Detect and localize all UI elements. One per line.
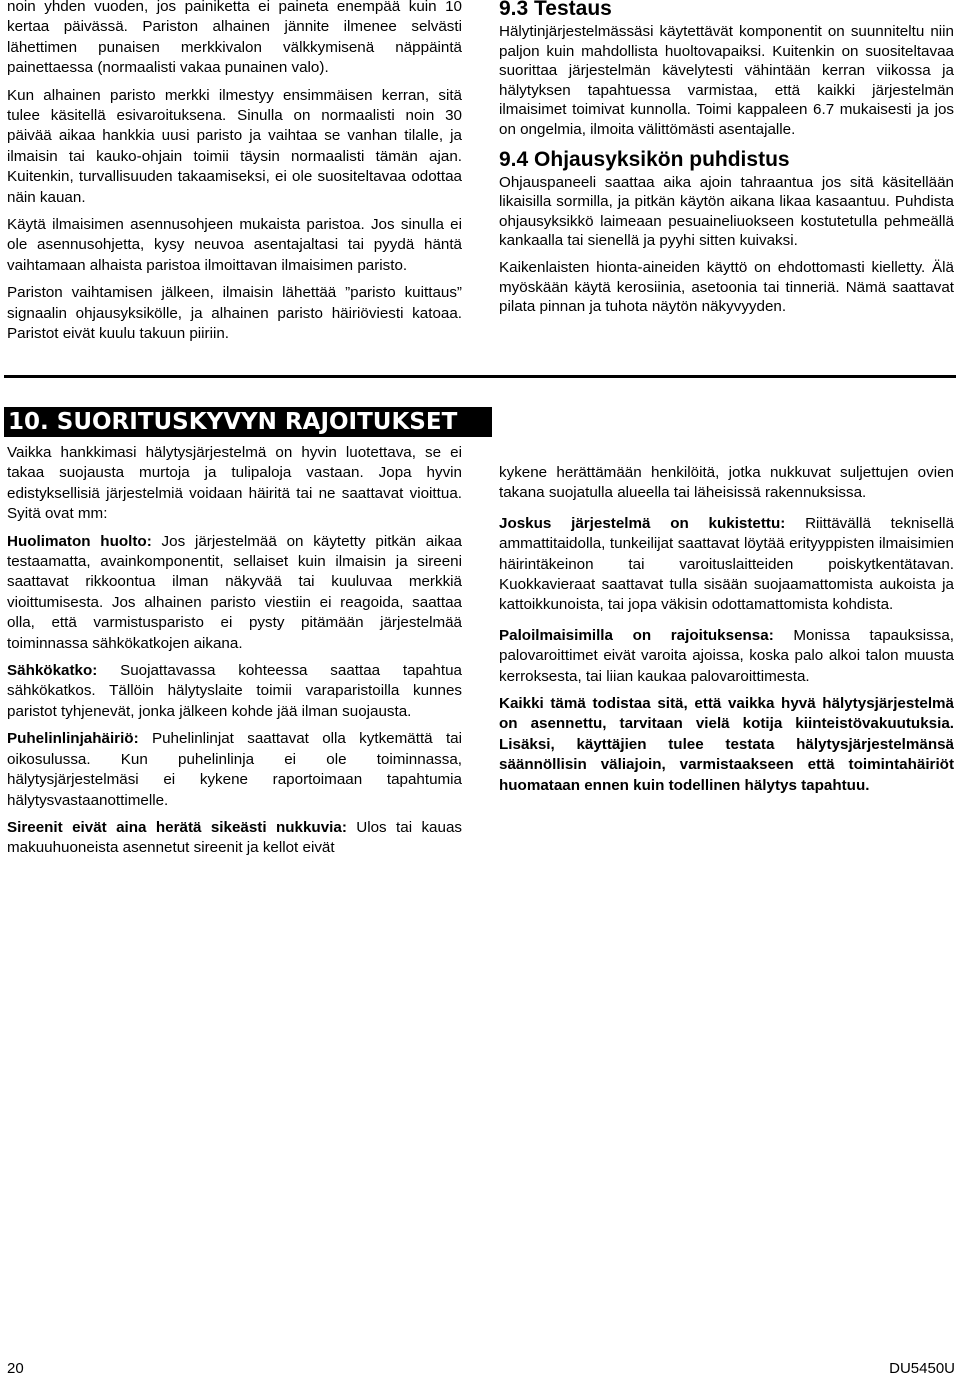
- battery-ack-paragraph: Pariston vaihtamisen jälkeen, ilmaisin lähettää ”paristo kuittaus” signaalin ohjausyksikölle, ja alhainen paristo häiriöviesti katoaa. Paristot eivät kuulu takuun piiriin.: [7, 284, 462, 343]
- battery-type-paragraph: Käytä ilmaisimen asennusohjeen mukaista paristoa. Jos sinulla ei ole asennusohjetta, kysy neuvoa asentajaltasi tai pyydä häntä vaihtamaan alhaista paristoa ilmoittavan ilmaisimen paristo.: [7, 216, 462, 274]
- bottom-left-column: [7, 443, 462, 866]
- low-battery-warning-paragraph: Kun alhainen paristo merkki ilmestyy ensimmäisen kerran, sitä tulee käsitellä esivaroituksena. Sinulla on normaalisti noin 30 päivää aikaa hankkia uusi paristo ja vaihtaa se vanhan tilalle, ja ilmaisin tai kauko-ohjain toimii täysin normaalisti tämän ajan. Kuitenkin, turvallisuuden takaamiseksi, ei ole suositeltavaa odottaa näin kauan.: [7, 86, 462, 206]
- fire-detectors-label: Paloilmaisimilla on rajoituksensa:: [499, 626, 774, 644]
- power-failure-text: Suojattavassa kohteessa saattaa tapahtua sähkökatkos. Tällöin hälytyslaite toimii varaparistoilla kunnes paristot tyhjenevät, jonka jälkeen kohde jää ilman suojausta.: [7, 662, 462, 720]
- section-9-3-heading: 9.3 Testaus: [499, 0, 612, 20]
- page-number: 20: [7, 1360, 24, 1377]
- sirens-label: Sireenit eivät aina herätä sikeästi nukkuvia:: [7, 818, 347, 836]
- bottom-right-column: [499, 463, 954, 803]
- power-failure-item: [7, 661, 462, 722]
- phone-line-text: Puhelinlinjat saattavat olla kytkemättä tai oikosulussa. Kun puhelinlinja ei ole toiminnassa, hälytysjärjestelmäsi ei kykene raportoimaan tapahtumia hälytysvastaanottimelle.: [7, 730, 462, 809]
- system-defeated-item: [499, 514, 954, 616]
- insurance-conclusion: [499, 694, 954, 796]
- fire-detectors-item: [499, 626, 954, 687]
- cleaning-paragraph-2: Kaikenlaisten hionta-aineiden käyttö on ehdottomasti kielletty. Älä myöskään käytä kerosiinia, asetoonia tai tinneriä. Nämä saattavat pilata pinnan ja tuhota näytön näkyvyyden.: [499, 258, 954, 316]
- battery-lifetime-paragraph: noin yhden vuoden, jos painiketta ei paineta enempää kuin 10 kertaa päivässä. Pariston alhainen jännite ilmenee selvästi lähettimen punaisen merkkivalon välkkymisenä näppäintä painettaessa (normaalisti vakaa punainen valo).: [7, 0, 462, 77]
- document-code: DU5450U: [889, 1360, 955, 1377]
- phone-line-label: Puhelinlinjahäiriö:: [7, 730, 139, 748]
- careless-maintenance-item: [7, 532, 462, 654]
- sirens-text: Ulos tai kauas makuuhuoneista asennetut sireenit ja kellot eivät: [7, 818, 462, 857]
- top-right-column: [499, 0, 954, 324]
- section-10-heading: 10. SUORITUSKYVYN RAJOITUKSET: [4, 407, 492, 437]
- phone-line-item: [7, 729, 462, 811]
- cleaning-paragraph-1: Ohjauspaneeli saattaa aika ajoin tahraantua jos sitä käsitellään likaisilla sormilla, ja pitkän käytön aikana likaa kasaantuu. Puhdista ohjausyksikkö laimeaan pesuaineliuokseen kostutetulla pehmeällä kankaalla tai sienellä ja pyyhi sitten kuivaksi.: [499, 173, 954, 250]
- fire-detectors-text: Monissa tapauksissa, palovaroittimet eivät varoita ajoissa, koska palo alkoi talon muusta kerroksesta, tai liian kaukaa palovaroittimesta.: [499, 626, 954, 685]
- insurance-conclusion-text: Kaikki tämä todistaa sitä, että vaikka hyvä hälytysjärjestelmä on asennettu, tarvitaan vielä kotija kiinteistövakuutuksia. Lisäksi, käyttäjien tulee testata hälytysjärjestelmänsä säännöllisin väliajoin, varmistaakseen että toimintahäiriöt huomataan ennen kuin todellinen hälytys tapahtuu.: [499, 695, 954, 794]
- sirens-continuation: kykene herättämään henkilöitä, jotka nukkuvat suljettujen ovien takana suojatulla alueella tai läheisissä rakennuksissa.: [499, 464, 954, 502]
- section-divider: [4, 375, 956, 378]
- sirens-item: [7, 818, 462, 859]
- careless-maintenance-label: Huolimaton huolto:: [7, 532, 152, 550]
- system-defeated-label: Joskus järjestelmä on kukistettu:: [499, 514, 786, 532]
- section-9-4-heading: 9.4 Ohjausyksikön puhdistus: [499, 147, 790, 171]
- careless-maintenance-text: Jos järjestelmää on käytetty pitkän aikaa testaamatta, avainkomponentit, sellaiset kuin ilmaisin ja sireeni saattavat rikkoontua ilman näkyvää tai kuuluvaa merkkiä vioittumisesta. Jos alhainen paristo viestiin ei reagoida, saattaa olla, että varmistusparisto ei pysty pitämään järjestelmää toiminnassa sähkökatkojen aikana.: [7, 532, 463, 652]
- system-defeated-text: Riittävällä teknisellä ammattitaidolla, tunkeilijat saattavat löytää erityyppisten ilmaisimien häirintäkeinon tai varoituslaitteiden poiskytkentätavan. Kuokkavieraat saattavat tulla sisään suojaamattomista aukoista ja kattoikkunoista, tai jopa väkisin odottamattomista kohdista.: [499, 514, 954, 614]
- power-failure-label: Sähkökatko:: [7, 662, 98, 680]
- top-left-column: [7, 0, 462, 352]
- limitations-intro: Vaikka hankkimasi hälytysjärjestelmä on hyvin luotettava, se ei takaa suojausta murtoja ja tulipaloja vastaan. Jopa hyvin edistyksellisiä järjestelmiä voidaan häiritä tai ne saattavat vioittua. Syitä ovat mm:: [7, 444, 462, 523]
- testing-paragraph: Hälytinjärjestelmässäsi käytettävät komponentit on suunniteltu niin paljon kuin mahdollista huoltovapaiksi. Kuitenkin on suositeltavaa suorittaa järjestelmän kävelytesti vähintään kerran viikossa ja hälytyksen tapahtuessa varmistaa, että kaikki järjestelmän ilmaisimet toimivat kunnolla. Toimi kappaleen 6.7 mukaisesti ja jos on ongelmia, ilmoita välittömästi asentajalle.: [499, 23, 954, 138]
